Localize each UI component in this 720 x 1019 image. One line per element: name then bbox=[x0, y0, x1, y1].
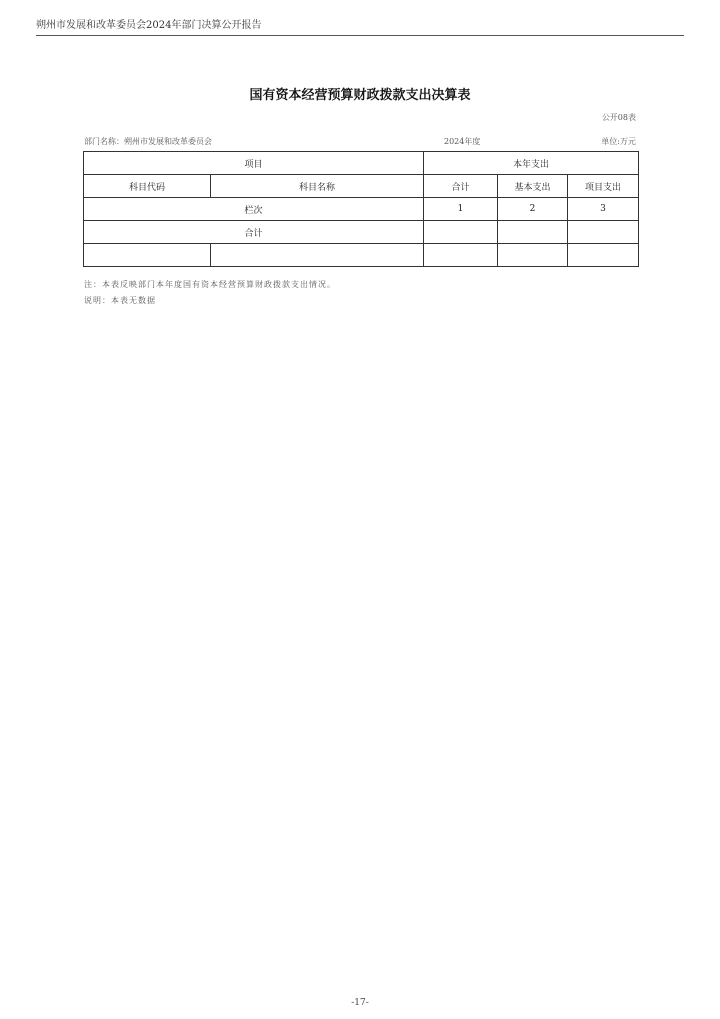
table-row-total bbox=[84, 221, 639, 244]
header-divider bbox=[36, 35, 684, 36]
page-number: -17- bbox=[351, 998, 369, 1008]
report-title: 国有资本经营预算财政拨款支出决算表 bbox=[249, 88, 471, 103]
basic-total-cell bbox=[498, 221, 568, 244]
explanation-text: 说明：本表无数据 bbox=[84, 296, 156, 305]
expenditure-table bbox=[83, 151, 639, 267]
header-item-group: 项目 bbox=[84, 152, 424, 175]
header-basic-expense: 基本支出 bbox=[498, 175, 568, 198]
row-index-value: 2 bbox=[498, 198, 568, 221]
header-expense-group: 本年支出 bbox=[424, 152, 639, 175]
table-header-row bbox=[84, 152, 639, 175]
department-name: 部门名称：朔州市发展和改革委员会 bbox=[84, 137, 212, 146]
table-notes bbox=[84, 277, 336, 309]
empty-cell bbox=[84, 244, 211, 267]
report-meta bbox=[84, 136, 636, 148]
table-row-empty bbox=[84, 244, 639, 267]
header-total: 合计 bbox=[424, 175, 498, 198]
empty-cell bbox=[568, 244, 639, 267]
table-row-index bbox=[84, 198, 639, 221]
project-total-cell bbox=[568, 221, 639, 244]
row-index-value: 3 bbox=[568, 198, 639, 221]
row-index-label: 栏次 bbox=[84, 198, 424, 221]
row-index-value: 1 bbox=[424, 198, 498, 221]
header-subject-code: 科目代码 bbox=[84, 175, 211, 198]
total-label: 合计 bbox=[84, 221, 424, 244]
empty-cell bbox=[424, 244, 498, 267]
empty-cell bbox=[211, 244, 424, 267]
header-subject-name: 科目名称 bbox=[211, 175, 424, 198]
note-text: 注：本表反映部门本年度国有资本经营预算财政拨款支出情况。 bbox=[84, 280, 336, 289]
header-project-expense: 项目支出 bbox=[568, 175, 639, 198]
empty-cell bbox=[498, 244, 568, 267]
page-header-title: 朔州市发展和改革委员会2024年部门决算公开报告 bbox=[36, 20, 262, 31]
report-year: 2024年度 bbox=[444, 137, 481, 146]
report-unit: 单位:万元 bbox=[601, 137, 636, 146]
form-code: 公开08表 bbox=[601, 113, 636, 122]
table-subheader-row bbox=[84, 175, 639, 198]
total-cell bbox=[424, 221, 498, 244]
